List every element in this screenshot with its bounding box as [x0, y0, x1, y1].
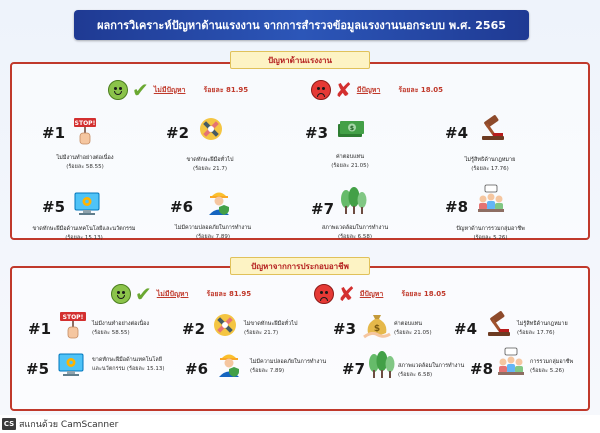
item-label: ไม่มีความปลอดภัยในการทำงาน (ร้อยละ 7.89): [174, 225, 252, 240]
svg-text:STOP!: STOP!: [74, 120, 96, 127]
item-label: ไม่รู้สิทธิด้านกฎหมาย (ร้อยละ 17.76): [517, 321, 568, 336]
svg-text:$: $: [349, 125, 355, 132]
rank-number: #3: [333, 320, 357, 338]
rank-number: #6: [170, 198, 194, 216]
computer-gear-icon: [72, 189, 102, 219]
has-problem-summary: [314, 284, 446, 304]
no-problem-summary: [111, 284, 251, 304]
has-problem-label: มีปัญหา: [356, 85, 381, 94]
group-chat-icon: [496, 347, 526, 377]
money-bag-icon: [362, 310, 392, 340]
item-label: สภาพแวดล้อมในการทำงาน (ร้อยละ 6.58): [321, 225, 389, 240]
item-label: ไม่ขาดทักษะฝีมือทั่วไป (ร้อยละ 21.7): [244, 321, 298, 336]
item-label: ขาดทักษะฝีมือทั่วไป (ร้อยละ 21.7): [186, 157, 234, 172]
happy-face-icon: [108, 80, 128, 100]
rank-number: #7: [342, 360, 366, 378]
cross-icon: ✘: [338, 282, 355, 306]
scanner-watermark: [2, 416, 118, 431]
computer-gear-icon: [56, 350, 86, 380]
item-label: ค่าตอบแทน (ร้อยละ 21.05): [394, 321, 432, 336]
stop-sign-icon: [70, 116, 100, 146]
tools-icon: [210, 310, 240, 340]
item-label: ไม่มีงานทำอย่างต่อเนื่อง (ร้อยละ 58.55): [92, 321, 150, 336]
has-problem-summary: [311, 80, 443, 100]
rank-number: #1: [28, 320, 52, 338]
money-icon: [335, 114, 365, 144]
rank-number: #1: [42, 124, 66, 142]
svg-text:STOP!: STOP!: [62, 314, 84, 321]
rank-number: #8: [445, 198, 469, 216]
no-problem-label: ไม่มีปัญหา: [156, 289, 189, 298]
item-label: ขาดทักษะฝีมือด้านเทคโนโลยี และนวัตกรรม (ร้อยละ 15.13): [92, 357, 165, 372]
happy-face-icon: [111, 284, 131, 304]
rank-number: #3: [305, 124, 329, 142]
item-label: ไม่รู้สิทธิด้านกฎหมาย (ร้อยละ 17.76): [464, 157, 516, 172]
trees-icon: [366, 350, 396, 380]
rank-number: #4: [445, 124, 469, 142]
item-label: ค่าตอบแทน (ร้อยละ 21.05): [331, 154, 369, 169]
page-title: ผลการวิเคราะห์ปัญหาด้านแรงงาน จากการสำรวจข้อมูลแรงงานนอกระบบ พ.ศ. 2565: [74, 10, 529, 40]
section-label: ปัญหาด้านแรงงาน: [230, 51, 370, 69]
item-label: ปัญหาด้านการรวมกลุ่มอาชีพ (ร้อยละ 5.26): [456, 226, 525, 241]
rank-number: #7: [311, 200, 335, 218]
item-label: ไม่มีความปลอดภัยในการทำงาน (ร้อยละ 7.89): [250, 359, 327, 374]
item-label: การรวมกลุ่มอาชีพ (ร้อยละ 5.26): [530, 359, 574, 374]
item-label: สภาพแวดล้อมในการทำงาน (ร้อยละ 6.58): [398, 363, 465, 378]
svg-text:$: $: [373, 324, 381, 334]
sad-face-icon: [314, 284, 334, 304]
has-problem-pct: ร้อยละ 18.05: [398, 85, 444, 94]
gavel-icon: [484, 310, 514, 340]
rank-number: #2: [182, 320, 206, 338]
item-label: ขาดทักษะฝีมือด้านเทคโนโลยีและนวัตกรรม (ร้อยละ 15.13): [32, 226, 136, 241]
rank-number: #4: [454, 320, 478, 338]
camscanner-logo-icon: CS: [3, 419, 15, 428]
worker-safety-icon: [204, 186, 234, 216]
rank-number: #2: [166, 124, 190, 142]
no-problem-summary: [108, 80, 248, 100]
worker-safety-icon: [214, 348, 244, 378]
gavel-icon: [478, 114, 508, 144]
watermark-text: สแกนด้วย CamScanner: [19, 419, 119, 430]
check-icon: ✔: [135, 282, 152, 306]
no-problem-label: ไม่มีปัญหา: [153, 85, 186, 94]
sad-face-icon: [311, 80, 331, 100]
cross-icon: ✘: [335, 78, 352, 102]
rank-number: #5: [42, 198, 66, 216]
check-icon: ✔: [132, 78, 149, 102]
has-problem-pct: ร้อยละ 18.05: [401, 289, 447, 298]
has-problem-label: มีปัญหา: [359, 289, 384, 298]
tools-icon: [196, 114, 226, 144]
no-problem-pct: ร้อยละ 81.95: [203, 85, 249, 94]
no-problem-pct: ร้อยละ 81.95: [206, 289, 252, 298]
trees-icon: [338, 186, 368, 216]
rank-number: #6: [185, 360, 209, 378]
rank-number: #5: [26, 360, 50, 378]
item-label: ไม่มีงานทำอย่างต่อเนื่อง (ร้อยละ 58.55): [56, 155, 114, 170]
section-label: ปัญหาจากการประกอบอาชีพ: [230, 257, 370, 275]
group-chat-icon: [476, 184, 506, 214]
stop-sign-icon: [58, 310, 88, 340]
rank-number: #8: [470, 360, 494, 378]
